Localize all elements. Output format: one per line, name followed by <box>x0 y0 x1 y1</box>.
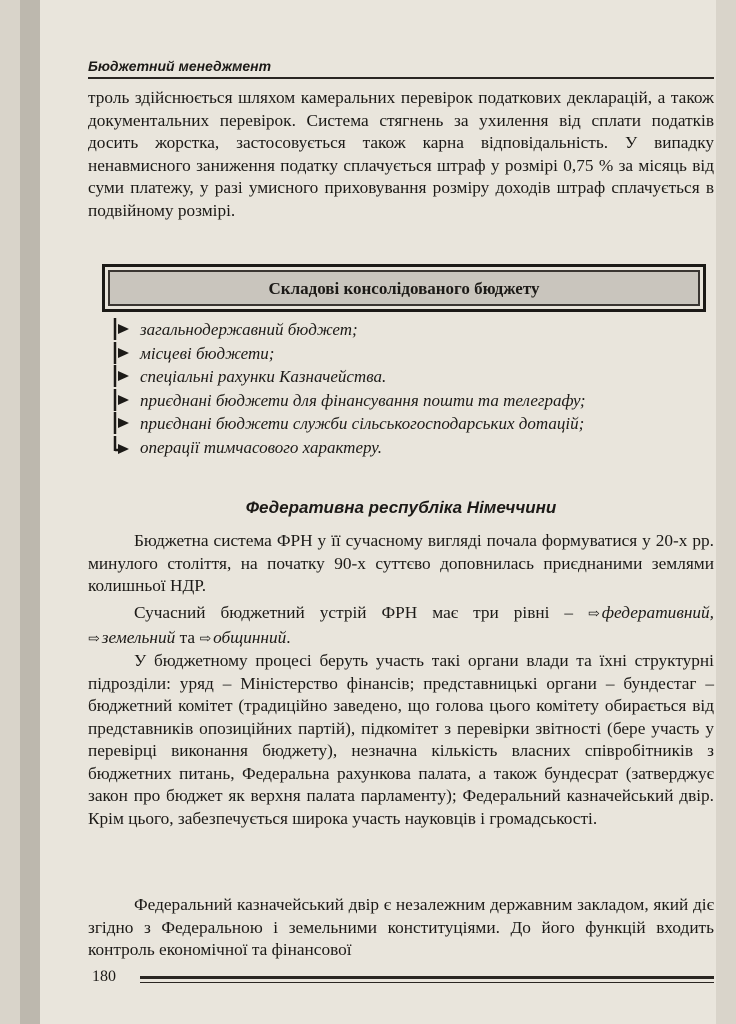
reference-land <box>88 628 175 647</box>
section-heading: Федеративна республіка Німеччини <box>245 498 557 517</box>
paragraph-text: та <box>175 627 200 647</box>
list-item <box>110 436 710 460</box>
running-header: Бюджетний менеджмент <box>88 58 272 74</box>
arrow-bracket-icon <box>112 389 132 411</box>
page-number: 180 <box>92 968 116 985</box>
list-item-text: загальнодержавний бюджет; <box>140 320 358 339</box>
reference-federal <box>588 603 714 622</box>
list-item-text: приєднані бюджети служби сільськогосподарських дотацій; <box>140 414 585 433</box>
footer-rule-thin <box>140 982 714 983</box>
reference-text: земельний <box>101 627 176 647</box>
intro-paragraph: троль здійснюється шляхом камеральних перевірок податкових декларацій, а також документальних перевірок. Система стягнень за ухилення від сплати податків досить жорстка, застосовується також карна відповідальність. У випадку ненавмисного заниження податку сплачується штраф у розмірі 0,75 % за місяць від суми платежу, у разі умисного приховування розміру доходів штраф сплачується в подвійному розмірі. <box>88 88 714 220</box>
arrow-bracket-icon <box>112 365 132 387</box>
box-title: Складові консолідованого бюджету <box>268 279 540 298</box>
list-item-text: спеціальні рахунки Казначейства. <box>140 367 387 386</box>
outline-arrow-icon: ⇨ <box>588 607 600 622</box>
list-item <box>110 318 710 342</box>
list-item-text: операції тимчасового характеру. <box>140 437 383 457</box>
paragraph-text: . <box>286 627 291 647</box>
outline-arrow-icon: ⇨ <box>88 631 100 647</box>
header-rule <box>88 77 714 79</box>
outline-arrow-icon: ⇨ <box>199 631 212 647</box>
footer-rule <box>140 976 714 979</box>
arrow-bracket-icon <box>112 342 132 364</box>
paragraph-levels <box>88 602 714 651</box>
reference-community <box>199 628 286 647</box>
budget-components-list <box>110 318 710 459</box>
page-shadow-edge <box>20 0 40 1024</box>
paragraph: Федеральний казначейський двір є незалежним державним закладом, який діє згідно з Федеральною і земельними конституціями. До його функцій входить контроль економічної та фінансової <box>88 895 714 959</box>
arrow-bracket-icon <box>112 412 132 434</box>
book-page <box>20 0 716 1024</box>
paragraph-text: Сучасний бюджетний устрій ФРН має три рівні – <box>134 603 589 622</box>
list-item <box>110 342 710 366</box>
arrow-bracket-icon <box>112 318 132 340</box>
list-item <box>110 365 710 389</box>
list-item-text: приєднані бюджети для фінансування пошти та телеграфу; <box>140 390 586 410</box>
list-item-text: місцеві бюджети; <box>140 343 275 363</box>
consolidated-budget-box <box>102 264 706 312</box>
paragraph: Бюджетна система ФРН у її сучасному вигляді почала формуватися у 20-х рр. минулого століття, на початку 90-х суттєво доповнилась приєднаними землями колишньої НДР. <box>88 531 714 595</box>
list-item <box>110 412 710 436</box>
reference-text: федеративний, <box>601 603 714 622</box>
arrow-bracket-icon <box>112 436 132 458</box>
list-item <box>110 389 710 413</box>
paragraph: У бюджетному процесі беруть участь такі органи влади та їхні структурні підрозділи: уряд – Міністерство фінансів; представницькі органи – бундестаг – бюджетний комітет (традиційно заведено, що голова цього комітету обирається від представників опозиційних партій), підкомітет з перевірки звітності (бере участь у перевірці виконання бюджету), незначна кількість власних співробітників з бюджетних питань, Федеральна рахункова палата, а також бундесрат (затверджує закон про бюджет як верхня палата парламенту); Федеральний казначейський двір. Крім цього, забезпечується широка участь науковців і громадськості. <box>88 651 714 828</box>
reference-text: общинний <box>213 627 287 647</box>
